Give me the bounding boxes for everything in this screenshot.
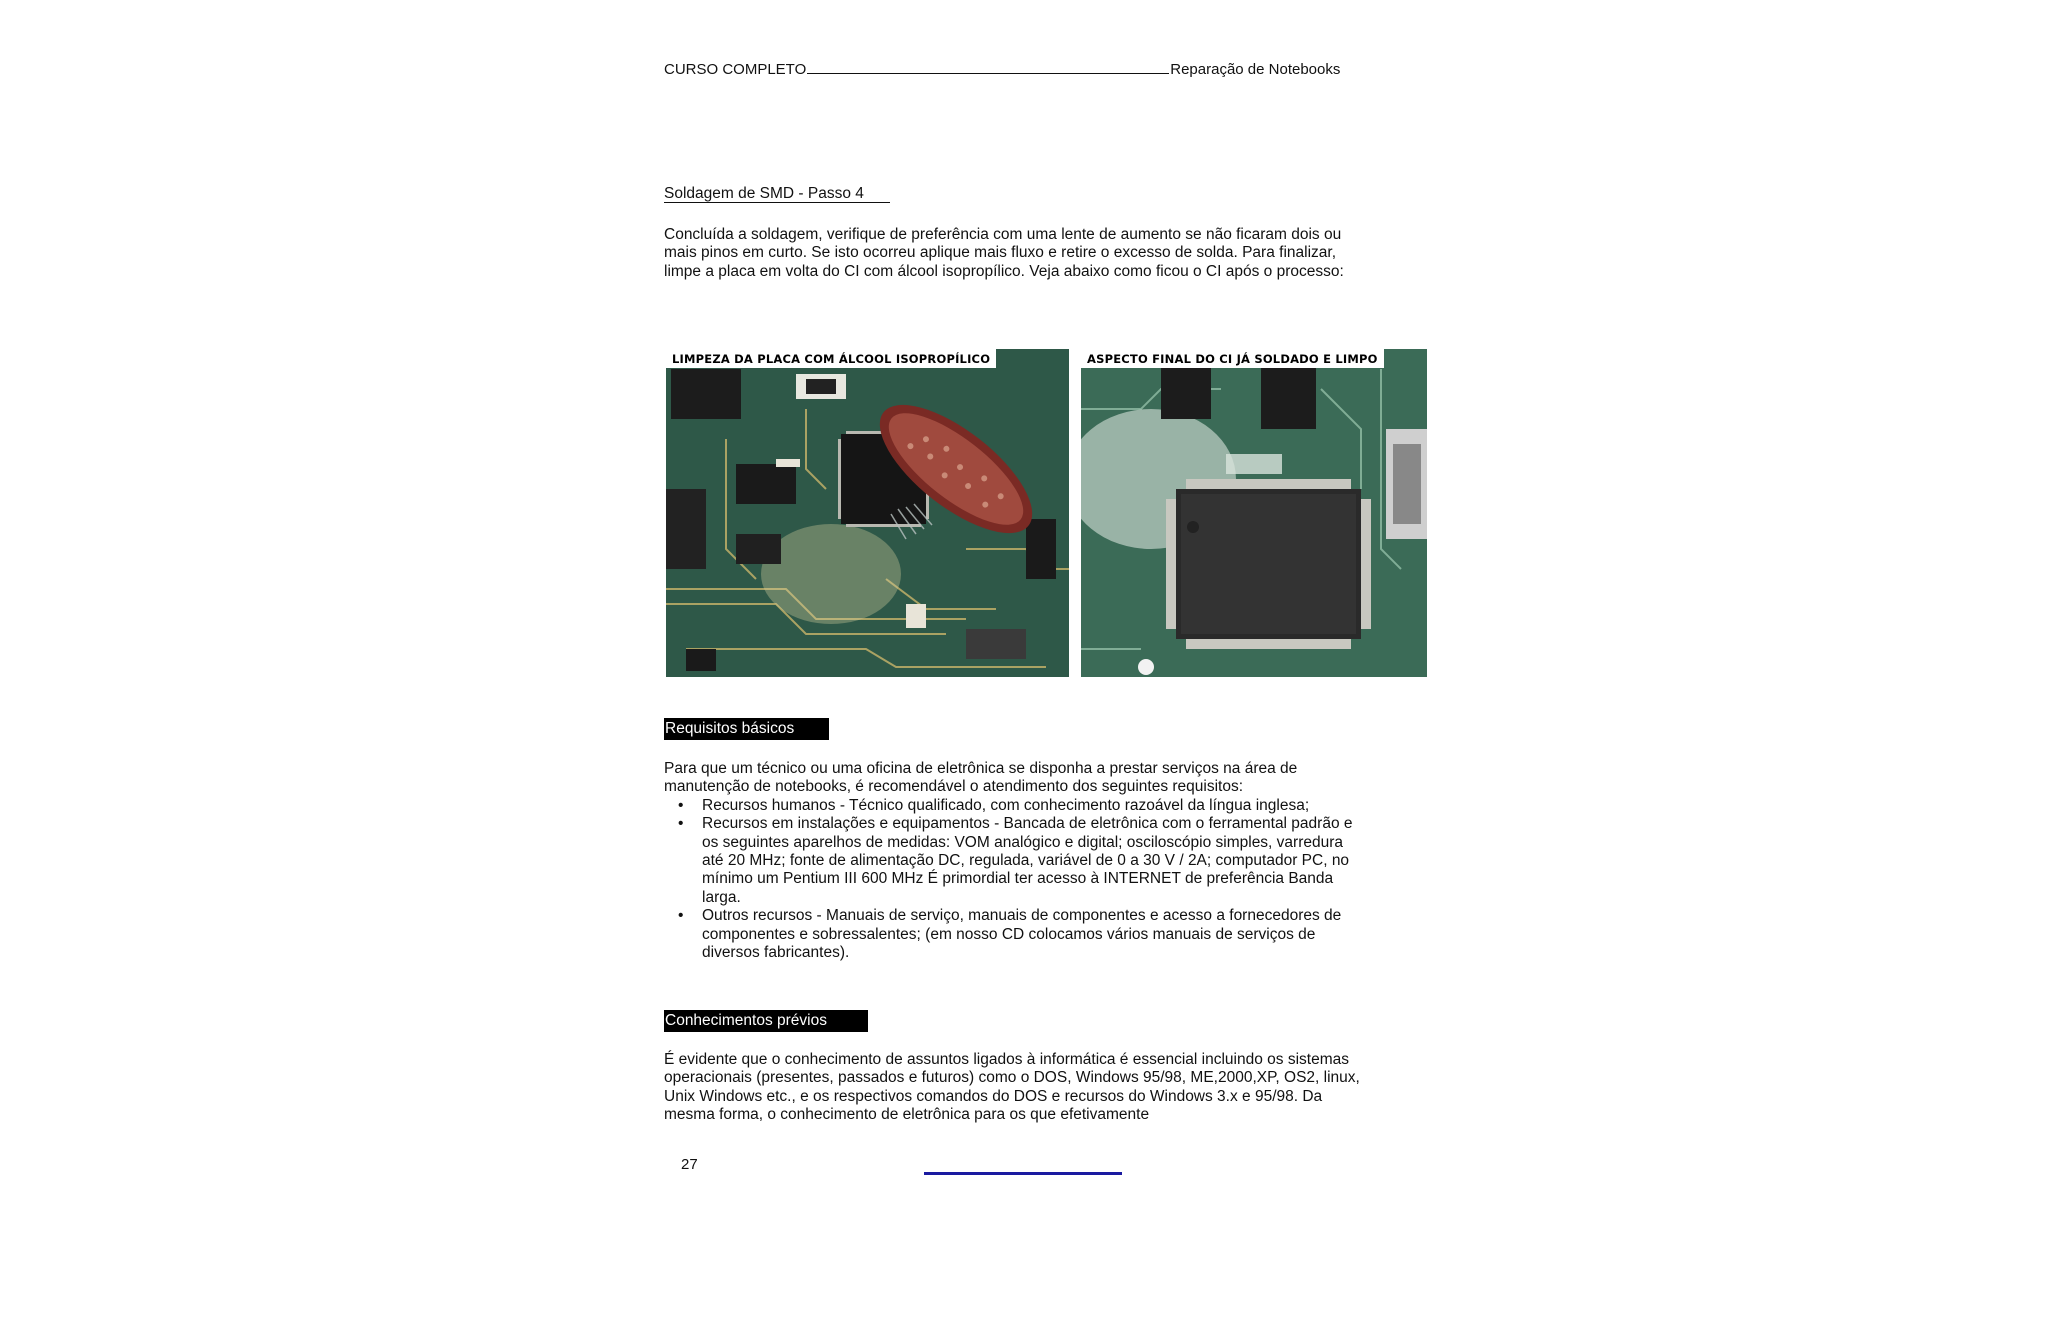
pcb-cleaning-illustration (666, 349, 1069, 677)
pcb-chip-illustration (1081, 349, 1427, 677)
section-title-text: Soldagem de SMD - Passo 4 (664, 185, 890, 203)
list-item: • Outros recursos - Manuais de serviço, manuais de componentes e acesso a fornecedores de componentes e sobressalentes; (em nosso CD colocamos vários manuais de serviços de diversos fabricantes). (678, 907, 1364, 962)
requisitos-intro: Para que um técnico ou uma oficina de eletrônica se disponha a prestar serviços na área de manutenção de notebooks, é recomendável o atendimento dos seguintes requisitos: (664, 760, 1298, 796)
footer-link-line (924, 1172, 1122, 1175)
soldagem-paragraph: Concluída a soldagem, verifique de preferência com uma lente de aumento se não ficaram dois ou mais pinos em curto. Se isto ocorreu aplique mais fluxo e retire o excesso de solda. Para finalizar, limpe a placa em volta do CI com álcool isopropílico. Veja abaixo como ficou o CI após o processo: (664, 226, 1344, 280)
section-title-requisitos: Requisitos básicos (664, 718, 829, 740)
right-photo-caption: ASPECTO FINAL DO CI JÁ SOLDADO E LIMPO (1081, 349, 1384, 368)
photo-soldered-chip (1081, 349, 1427, 677)
section-title-conhecimentos: Conhecimentos prévios (664, 1010, 868, 1032)
page-header (664, 61, 1340, 78)
photo-cleaning-board (666, 349, 1069, 677)
conhecimentos-paragraph: É evidente que o conhecimento de assuntos ligados à informática é essencial incluindo os sistemas operacionais (presentes, passados e futuros) como o DOS, Windows 95/98, ME,2000,XP, OS2, linux, Unix Windows etc., e os respectivos comandos do DOS e recursos do Windows 3.x e 95/98. Da mesma forma, o conhecimento de eletrônica para os que efetivamente (664, 1051, 1360, 1124)
list-item: • Recursos em instalações e equipamentos - Bancada de eletrônica com o ferramental padrão e os seguintes aparelhos de medidas: VOM analógico e digital; osciloscópio simples, varredura até 20 MHz; fonte de alimentação DC, regulada, variável de 0 a 30 V / 2A; computador PC, no mínimo um Pentium III 600 MHz É primordial ter acesso à INTERNET de preferência Banda larga. (678, 815, 1364, 907)
left-photo-caption: LIMPEZA DA PLACA COM ÁLCOOL ISOPROPÍLICO (666, 349, 996, 368)
header-right: Reparação de Notebooks (1170, 61, 1341, 78)
requisitos-block (664, 760, 1364, 962)
requisitos-list (664, 797, 1364, 963)
page-number: 27 (681, 1156, 698, 1173)
section-title-soldagem (664, 185, 890, 203)
header-left: CURSO COMPLETO (664, 61, 807, 78)
header-rule (807, 73, 1169, 74)
list-item: • Recursos humanos - Técnico qualificado, com conhecimento razoável da língua inglesa; (678, 797, 1364, 815)
